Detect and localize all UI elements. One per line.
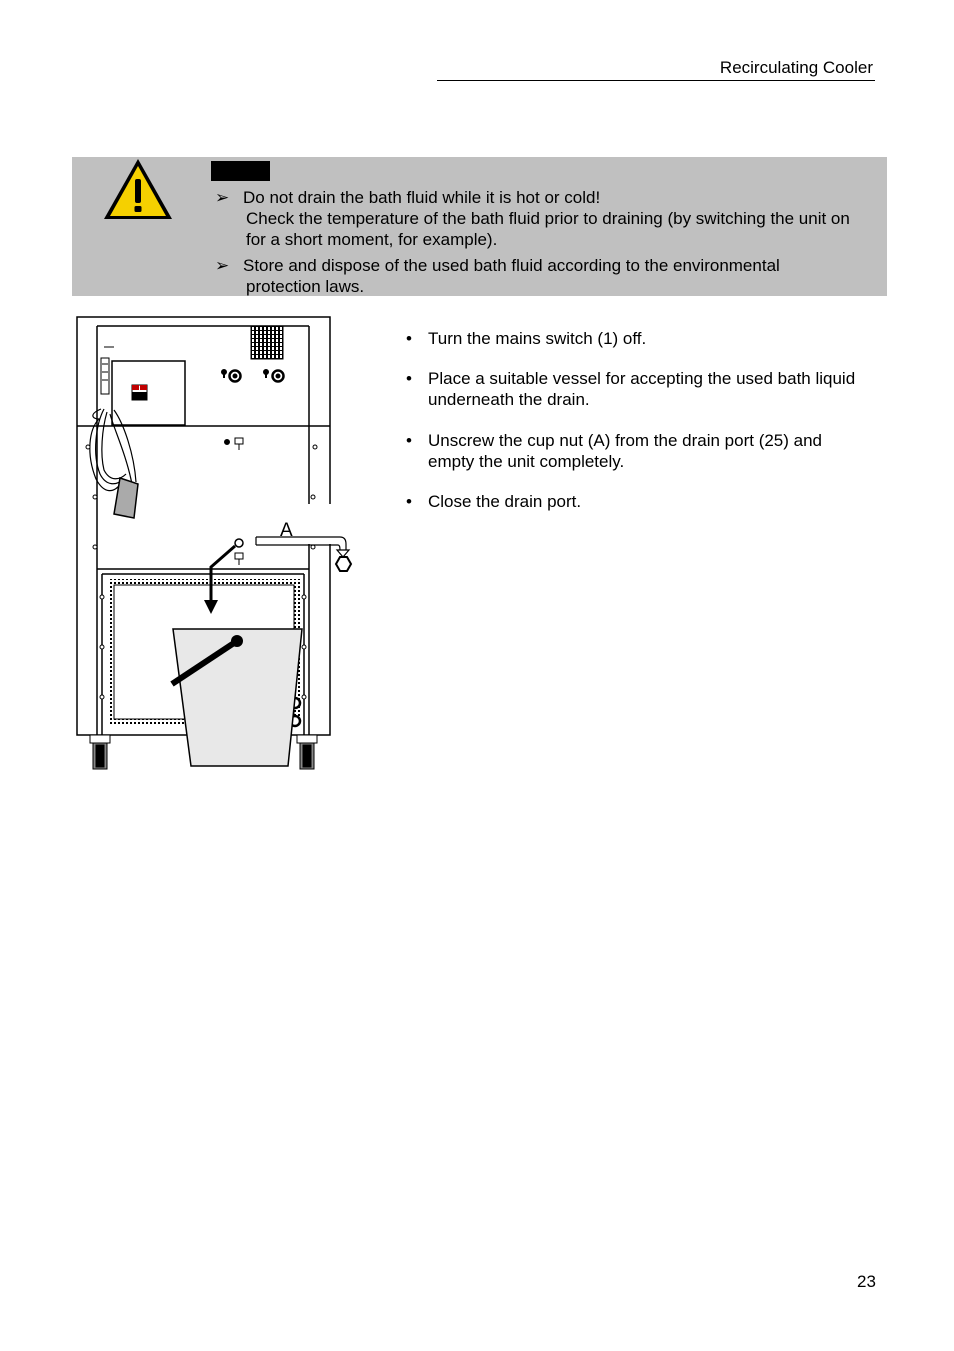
arrow-bullet-icon: ➢ (215, 256, 230, 275)
caution-item-line: for a short moment, for example). (246, 230, 498, 249)
power-plug (114, 478, 138, 518)
caution-item-line: protection laws. (246, 277, 365, 296)
collection-bucket (172, 629, 302, 766)
caution-label (211, 161, 270, 181)
header-title: Recirculating Cooler (719, 58, 873, 77)
step-line: Turn the mains switch (1) off. (428, 329, 647, 348)
unit-drain-figure (74, 314, 364, 772)
step-line: underneath the drain. (428, 390, 590, 409)
bullet-icon: • (406, 329, 412, 348)
page-number: 23 (857, 1272, 876, 1291)
warning-triangle-icon (102, 157, 174, 221)
step-item (404, 430, 884, 472)
caution-item-line: Check the temperature of the bath fluid prior to draining (by switching the unit on (246, 209, 850, 228)
bullet-icon: • (406, 431, 412, 450)
step-line: Place a suitable vessel for accepting the used bath liquid (428, 369, 856, 388)
caution-item-lead: Do not drain the bath fluid while it is hot or cold! (243, 188, 601, 207)
arrow-bullet-icon: ➢ (215, 188, 230, 207)
step-line: Unscrew the cup nut (A) from the drain port (25) and (428, 431, 823, 450)
hose-connectors (222, 370, 284, 451)
bullet-icon: • (406, 369, 412, 388)
cup-nut (336, 557, 351, 571)
instruction-steps (404, 328, 884, 512)
electrical-box (112, 361, 185, 425)
vent-grille (251, 326, 283, 359)
caution-box (72, 157, 887, 296)
step-line: Close the drain port. (428, 492, 582, 511)
step-item (404, 368, 884, 410)
step-item (404, 491, 884, 512)
drain-port (235, 504, 351, 571)
step-item (404, 328, 884, 349)
caution-item-lead: Store and dispose of the used bath fluid according to the environmental (243, 256, 780, 275)
step-line: empty the unit completely. (428, 452, 625, 471)
bullet-icon: • (406, 492, 412, 511)
label-a: A (280, 520, 293, 541)
header-rule (437, 80, 875, 81)
